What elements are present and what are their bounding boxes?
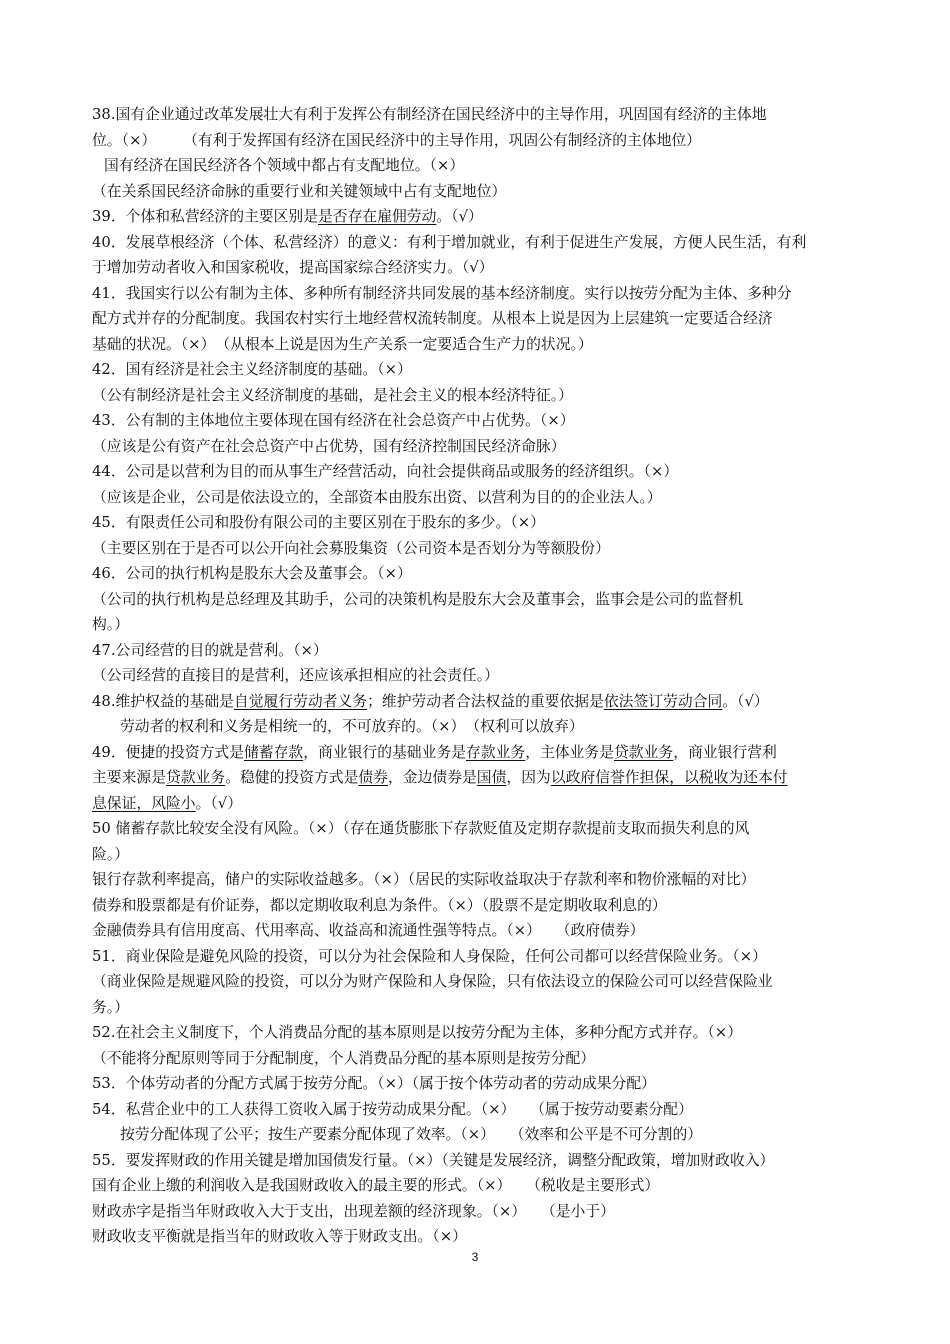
text-line (92, 204, 862, 230)
text-line: （主要区别在于是否可以公开向社会募股集资（公司资本是否划分为等额股份） (92, 539, 610, 557)
text-line: 50 储蓄存款比较安全没有风险。（×）（存在通货膨胀下存款贬值及定期存款提前支取而损失利息的风 (92, 820, 750, 837)
text-segment: 48.维护权益的基础是 (92, 692, 234, 710)
text-line: 基础的状况。（×） （从根本上说是因为生产关系一定要适合生产力的状况。） (92, 335, 593, 353)
text-segment: ；维护劳动者合法权益的重要依据是 (367, 692, 604, 710)
text-segment: ，商业银行的基础业务是 (303, 743, 466, 761)
text-segment: 。（√） (436, 208, 483, 225)
underlined-text: 息保证，风险小 (92, 794, 196, 812)
text-segment: 。（√） (722, 692, 769, 710)
underlined-text: 债券 (358, 769, 388, 786)
text-line: 44．公司是以营利为目的而从事生产经营活动，向社会提供商品或服务的经济组织。（×） (92, 463, 679, 480)
text-line: 银行存款利率提高，储户的实际收益越多。（×）（居民的实际收益取决于存款利率和物价涨幅的对比） (92, 871, 756, 888)
text-line: （在关系国民经济命脉的重要行业和关键领域中占有支配地位） (92, 182, 507, 200)
text-segment: 。（√） (195, 794, 243, 812)
underlined-text: 是否存在雇佣劳动 (318, 208, 437, 225)
text-line: 55．要发挥财政的作用关键是增加国债发行量。（×）（关键是发展经济，调整分配政策，增加财政收入） (92, 1151, 775, 1169)
text-line (92, 791, 862, 817)
text-line: 债券和股票都是有价证券，都以定期收取利息为条件。（×）（股票不是定期收取利息的） (92, 896, 667, 914)
text-line: 54．私营企业中的工人获得工资收入属于按劳动成果分配。（×） （属于按劳动要素分配） (92, 1100, 693, 1118)
text-segment: ，因为 (506, 769, 551, 786)
text-line: 42．国有经济是社会主义经济制度的基础。（×） (92, 361, 412, 378)
text-line: 38.国有企业通过改革发展壮大有利于发挥公有制经济在国民经济中的主导作用，巩固国有经济的主体地 (92, 106, 767, 123)
text-line: （公司经营的直接目的是营利，还应该承担相应的社会责任。） (92, 667, 499, 684)
text-line: 40．发展草根经济（个体、私营经济）的意义：有利于增加就业，有利于促进生产发展，方便人民生活，有利 (92, 233, 807, 251)
text-line: 43．公有制的主体地位主要体现在国有经济在社会总资产中占优势。（×） (92, 412, 575, 429)
text-line (92, 765, 862, 791)
text-line: （应该是公有资产在社会总资产中占优势，国有经济控制国民经济命脉） (92, 437, 566, 455)
underlined-text: 以政府信誉作担保，以税收为还本付 (550, 769, 788, 786)
underlined-text: 自觉履行劳动者义务 (233, 692, 368, 710)
underlined-text: 贷款业务 (166, 769, 226, 786)
text-line (92, 689, 862, 715)
text-line: 险。） (92, 845, 129, 863)
text-line: 53．个体劳动者的分配方式属于按劳分配。（×）（属于按个体劳动者的劳动成果分配） (92, 1075, 656, 1092)
text-line: 按劳分配体现了公平；按生产要素分配体现了效率。（×） （效率和公平是不可分割的） (120, 1126, 703, 1143)
text-line: 51．商业保险是避免风险的投资，可以分为社会保险和人身保险，任何公司都可以经营保险业务。（×） (92, 947, 767, 965)
text-segment: ，主体业务是 (525, 743, 614, 761)
text-line: 财政收支平衡就是指当年的财政收入等于财政支出。（×） (92, 1228, 467, 1245)
text-segment: 39．个体和私营经济的主要区别是 (92, 208, 318, 225)
underlined-text: 国债 (476, 769, 507, 786)
text-line: 配方式并存的分配制度。我国农村实行土地经营权流转制度。从根本上说是因为上层建筑一定要适合经济 (92, 310, 773, 327)
underlined-text: 储蓄存款 (244, 743, 304, 761)
text-segment: 主要来源是 (92, 769, 166, 786)
text-line: 于增加劳动者收入和国家税收，提高国家综合经济实力。（√） (92, 259, 494, 276)
page-number: 3 (471, 1250, 479, 1264)
text-line: 41．我国实行以公有制为主体、多种所有制经济共同发展的基本经济制度。实行以按劳分配为主体、多种分 (92, 284, 792, 302)
underlined-text: 存款业务 (466, 743, 526, 761)
text-line: 46．公司的执行机构是股东大会及董事会。（×） (92, 565, 412, 582)
text-line: （不能将分配原则等同于分配制度，个人消费品分配的基本原则是按劳分配） (92, 1049, 596, 1067)
text-line: 金融债券具有信用度高、代用率高、收益高和流通性强等特点。（×） （政府债券） (92, 922, 645, 939)
text-line: 国有经济在国民经济各个领域中都占有支配地位。（×） (104, 157, 465, 174)
text-line: （应该是企业，公司是依法设立的，全部资本由股东出资、以营利为目的的企业法人。） (92, 488, 662, 506)
text-line: 52.在社会主义制度下，个人消费品分配的基本原则是以按劳分配为主体，多种分配方式并存。（×） (92, 1024, 743, 1041)
text-segment: 。稳健的投资方式是 (225, 769, 359, 786)
text-line: 劳动者的权利和义务是相统一的，不可放弃的。（×） （权利可以放弃） (120, 718, 584, 735)
underlined-text: 依法签订劳动合同 (603, 692, 723, 710)
text-segment: ，商业银行营利 (673, 743, 777, 761)
document-body (92, 102, 862, 1250)
text-line: 财政赤字是指当年财政收入大于支出，出现差额的经济现象。（×） （是小于） (92, 1202, 615, 1220)
text-segment: ，金边债券是 (388, 769, 477, 786)
text-line (92, 740, 862, 766)
text-line: （商业保险是规避风险的投资，可以分为财产保险和人身保险，只有依法设立的保险公司可以经营保险业 (92, 973, 773, 990)
text-line: 47.公司经营的目的就是营利。（×） (92, 641, 328, 659)
text-line: 位。（×） （有利于发挥国有经济在国民经济中的主导作用，巩固公有制经济的主体地位） (92, 131, 701, 149)
text-line: 务。） (92, 998, 129, 1016)
text-line: 国有企业上缴的利润收入是我国财政收入的最主要的形式。（×） （税收是主要形式） (92, 1177, 660, 1194)
underlined-text: 贷款业务 (614, 743, 674, 761)
text-line: （公有制经济是社会主义经济制度的基础，是社会主义的根本经济特征。） (92, 386, 573, 404)
text-line: （公司的执行机构是总经理及其助手，公司的决策机构是股东大会及董事会，监事会是公司的监督机 (92, 590, 744, 608)
text-segment: 49．便捷的投资方式是 (92, 743, 245, 761)
text-line: 构。） (92, 616, 129, 633)
text-line: 45．有限责任公司和股份有限公司的主要区别在于股东的多少。（×） (92, 514, 545, 531)
